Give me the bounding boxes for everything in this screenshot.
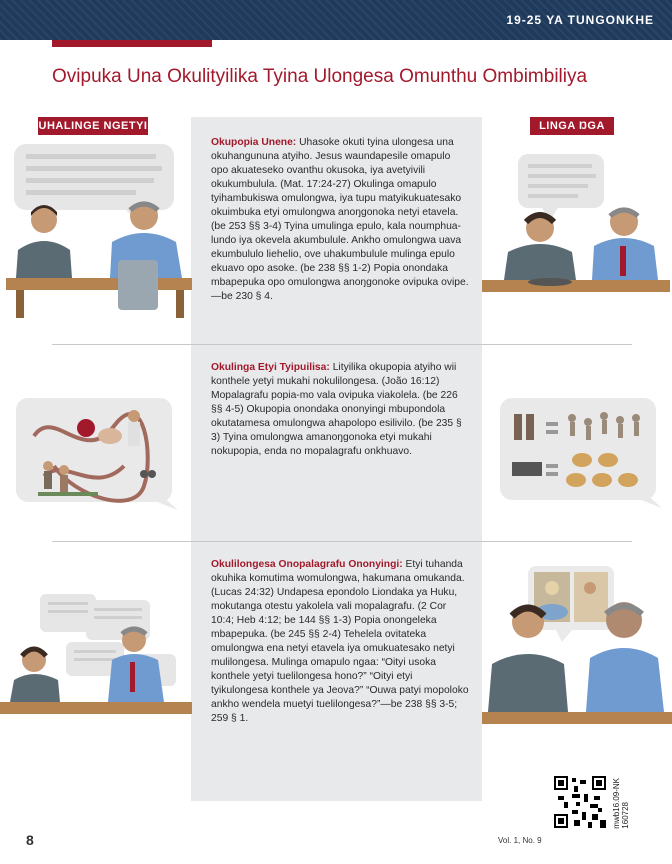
section-2-body: Lityilika okupopia atyiho wii konthele yetyi mukahi nokulilongesa. (João 16:12) Mopalagrafu popia-mo vala ovipuka viakolela. (be 226 §§ 4-5) Okupopia onondaka ononyingi mbupondola okutatamesa omulongwa ahapolopo esilivilo. (be 235 § 3) Tyina omulongwa amanoŋgonoka etyi mukahi nokupopia, enda no mopalagrafu onkhuavo.	[211, 362, 462, 457]
volume-info: Vol. 1, No. 9	[498, 836, 542, 845]
section-3-heading: Okulilongesa Onopalagrafu Ononyingi:	[211, 559, 403, 570]
publication-code	[612, 778, 630, 829]
section-2-heading: Okulinga Etyi Tyipuilisa:	[211, 362, 330, 373]
section-1-heading: Okupopia Unene:	[211, 137, 297, 148]
page-title: Ovipuka Una Okulityilika Tyina Ulongesa Omunthu Ombimbiliya	[52, 66, 588, 87]
header-banner	[0, 0, 672, 40]
publication-code-line-2: 160728	[621, 801, 630, 829]
illustration-rushing-material	[0, 590, 192, 730]
illustration-focus-points	[498, 396, 670, 512]
illustration-ask-questions	[482, 148, 670, 324]
divider-1	[52, 344, 632, 345]
qr-code-icon	[554, 776, 606, 828]
label-do: LINGA ŊGA	[530, 117, 614, 135]
illustration-scattered-thoughts	[14, 396, 190, 514]
illustration-talking-too-much	[6, 140, 192, 318]
section-3	[211, 558, 469, 726]
divider-2	[52, 541, 632, 542]
section-1	[211, 136, 469, 304]
illustration-reach-heart	[482, 566, 672, 742]
accent-bar	[52, 40, 212, 47]
page-number: 8	[26, 832, 34, 848]
publication-code-line-1: mwb16.09-NK	[612, 778, 621, 829]
section-3-body: Etyi tuhanda okuhika komutima womulongwa, hakumana omukanda. (Lucas 24:32) Undapesa epondolo Liondaka ya Huku, mokutanga otestu yakolela vali mopalagrafu. (2 Cor 10:4; Heb 4:12; be 144 §§ 1-3) Popia onongeleka mbapepuka. (be 245 §§ 2-4) Tehelela ovitateka omulongwa ena netyi etavela iya omukuatesako netyi mulilongesa. Mulinga omapulo ngaa: “Oityi usoka konthele yetyi tuelilongesa hono?” “Oityi etyi tyikulongesa konthele ya Jeova?” “Ouwa patyi mopoloko ankho wendela muetyi tuelilongesa?”—be 238 §§ 3-5; 259 § 1.	[211, 559, 469, 724]
label-avoid: UHALINGE NGETYI	[38, 117, 148, 135]
section-1-body: Uhasoke okuti tyina ulongesa una okuhangununa atyiho. Jesus waundapesile omapulo opo akuateseko ovanthu okusoka, iya avetyivili okukumbulula. (Mat. 17:24-27) Okulinga omapulo tyihambukiswa omulongwa, iya tupu matyikukuatesako okuimbuka etyi omulongwa anoŋgonoka netyi etavela. (be 253 §§ 3-4) Tyina umulinga epulo, kala noumphua-lundo iya okevela akumbulule. Ankho omulongwa uava ekumbululo liehelio, ove uhakumbulule mulinga epulo ekuavo opo asoke. (be 238 §§ 1-2) Popia onondaka mbapepuka opo omulongwa anoŋgonoke ovipuka ovipe.—be 230 § 4.	[211, 137, 469, 302]
date-range: 19-25 YA TUNGONKHE	[506, 13, 654, 27]
section-2	[211, 361, 469, 459]
